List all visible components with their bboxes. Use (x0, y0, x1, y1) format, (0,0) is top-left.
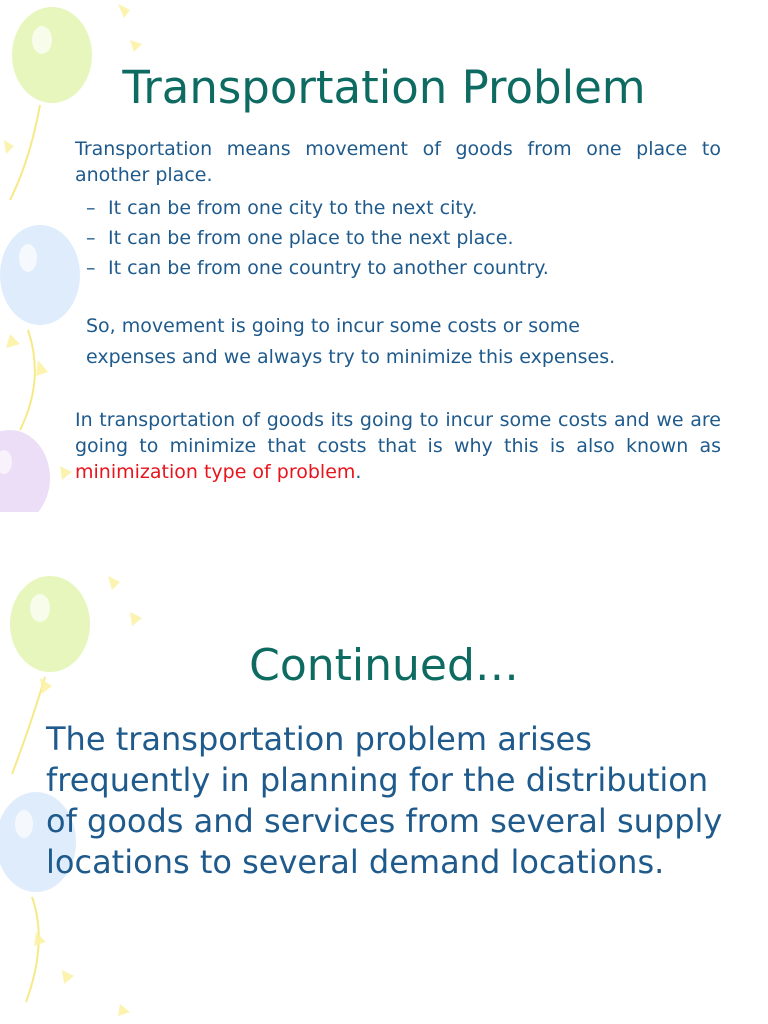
intro-paragraph: Transportation means movement of goods from one place to another place. (75, 138, 721, 186)
expenses-line-1: So, movement is going to incur some costs or some (86, 315, 580, 337)
highlight-text: minimization type of problem (75, 461, 356, 483)
slide-2 (0, 512, 768, 1024)
expenses-paragraph (86, 311, 726, 373)
bullet-item (86, 253, 549, 283)
bullet-item (86, 223, 549, 253)
body-text: The transportation problem arises frequently in planning for the distribution of goods and services from several supply locations to several demand locations. (46, 720, 723, 881)
bullet-list (86, 193, 549, 283)
bullet-text: It can be from one city to the next city. (108, 197, 478, 219)
bullet-item (86, 193, 549, 223)
bullet-text: It can be from one place to the next place. (108, 227, 514, 249)
dash-marker: – (86, 257, 96, 279)
dash-marker: – (86, 227, 96, 249)
slide-title: Transportation Problem (122, 61, 646, 114)
closing-paragraph (75, 407, 721, 485)
bullet-text: It can be from one country to another country. (108, 257, 549, 279)
dash-marker: – (86, 197, 96, 219)
slide-title: Continued… (249, 640, 519, 691)
closing-text: In transportation of goods its going to incur some costs and we are going to minimize that costs that is why this is also known as (75, 409, 721, 457)
expenses-line-2: expenses and we always try to minimize this expenses. (86, 346, 616, 368)
closing-suffix: . (355, 461, 362, 483)
